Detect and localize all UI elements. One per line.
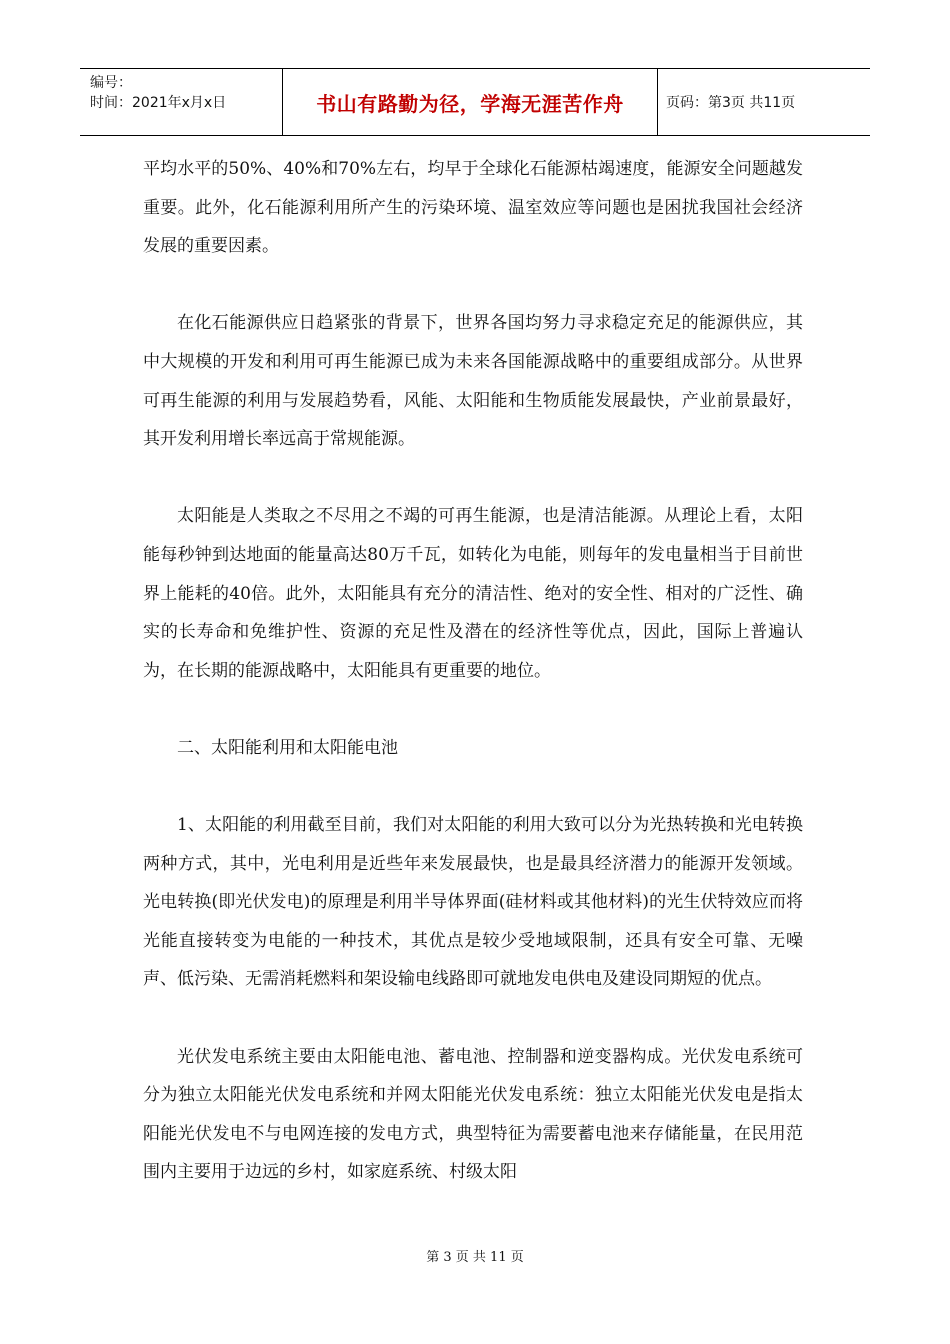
paragraph: 1、太阳能的利用截至目前，我们对太阳能的利用大致可以分为光热转换和光电转换两种方式，其中，光电利用是近些年来发展最快，也是最具经济潜力的能源开发领域。光电转换(即光伏发电)的原理是利用半导体界面(硅材料或其他材料)的光生伏特效应而将光能直接转变为电能的一种技术，其优点是较少受地域限制，还具有安全可靠、无噪声、低污染、无需消耗燃料和架设输电线路即可就地发电供电及建设同期短的优点。 xyxy=(143,815,803,990)
paragraph: 太阳能是人类取之不尽用之不竭的可再生能源，也是清洁能源。从理论上看，太阳能每秒钟到达地面的能量高达80万千瓦，如转化为电能，则每年的发电量相当于目前世界上能耗的40倍。此外，太阳能具有充分的清洁性、绝对的安全性、相对的广泛性、确实的长寿命和免维护性、资源的充足性及潜在的经济性等优点，因此，国际上普遍认为，在长期的能源战略中，太阳能具有更重要的地位。 xyxy=(143,506,803,681)
paragraph: 在化石能源供应日趋紧张的背景下，世界各国均努力寻求稳定充足的能源供应，其中大规模的开发和利用可再生能源已成为未来各国能源战略中的重要组成部分。从世界可再生能源的利用与发展趋势看，风能、太阳能和生物质能发展最快，产业前景最好，其开发利用增长率远高于常规能源。 xyxy=(143,313,803,450)
header-meta xyxy=(80,69,283,135)
document-number-label: 编号： xyxy=(90,75,132,91)
paragraph: 光伏发电系统主要由太阳能电池、蓄电池、控制器和逆变器构成。光伏发电系统可分为独立太阳能光伏发电系统和并网太阳能光伏发电系统：独立太阳能光伏发电是指太阳能光伏发电不与电网连接的发电方式，典型特征为需要蓄电池来存储能量，在民用范围内主要用于边远的乡村，如家庭系统、村级太阳 xyxy=(143,1046,803,1183)
document-date: 时间：2021年x月x日 xyxy=(90,95,227,111)
document-header xyxy=(80,68,870,136)
paragraph-continuation: 平均水平的50%、40%和70%左右，均早于全球化石能源枯竭速度，能源安全问题越发重要。此外，化石能源利用所产生的污染环境、温室效应等问题也是困扰我国社会经济发展的重要因素。 xyxy=(143,159,803,257)
section-heading: 二、太阳能利用和太阳能电池 xyxy=(177,737,398,758)
header-page-info: 页码：第3页 共11页 xyxy=(666,95,796,111)
document-body xyxy=(143,150,803,1231)
header-motto: 书山有路勤为径，学海无涯苦作舟 xyxy=(283,69,658,135)
page-footer: 第 3 页 共 11 页 xyxy=(426,1250,524,1265)
